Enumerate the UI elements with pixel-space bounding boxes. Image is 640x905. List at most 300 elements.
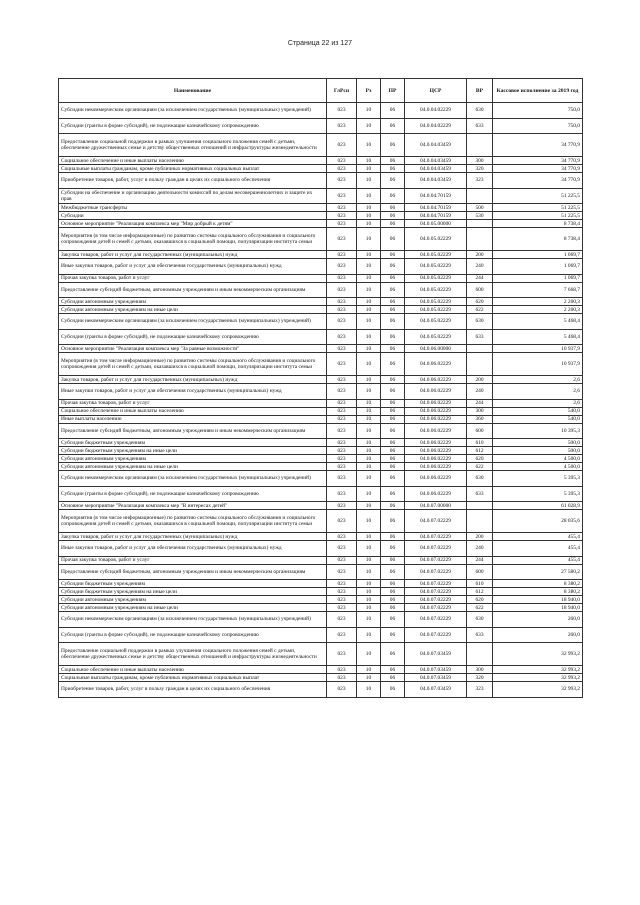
cell-grbs: 023: [327, 165, 357, 173]
cell-vr: 612: [467, 588, 493, 596]
cell-name: Субсидии (гранты в форме субсидий), не подлежащие казначейскому сопровождению: [59, 627, 327, 643]
cell-name: Предоставление субсидий бюджетным, автономным учреждениям и иным некоммерческим организациям: [59, 423, 327, 439]
cell-csr: 04.0.06.02229: [405, 471, 467, 487]
cell-rz: 10: [357, 486, 381, 502]
cell-sum: 1 069,7: [493, 274, 583, 282]
table-row: [59, 259, 583, 275]
cell-pr: 06: [381, 314, 405, 330]
cell-rz: 10: [357, 157, 381, 165]
table-row: [59, 204, 583, 212]
cell-grbs: 023: [327, 502, 357, 510]
cell-csr: 04.0.07.03459: [405, 666, 467, 674]
cell-sum: 51 225,5: [493, 212, 583, 220]
cell-sum: 32 993,2: [493, 666, 583, 674]
header-name: Наименование: [59, 79, 327, 103]
cell-vr: 600: [467, 423, 493, 439]
cell-name: Субсидии автономным учреждениям на иные цели: [59, 306, 327, 314]
cell-csr: 04.0.06.02229: [405, 463, 467, 471]
cell-csr: 04.0.06.00000: [405, 345, 467, 353]
cell-sum: 8 380,2: [493, 588, 583, 596]
cell-grbs: 023: [327, 259, 357, 275]
cell-sum: 750,0: [493, 103, 583, 119]
table-row: [59, 556, 583, 564]
cell-rz: 10: [357, 165, 381, 173]
cell-name: Социальное обеспечение и иные выплаты населению: [59, 157, 327, 165]
cell-name: Приобретение товаров, работ, услуг в пользу граждан в целях их социального обеспечения: [59, 682, 327, 698]
cell-rz: 10: [357, 423, 381, 439]
cell-name: Основное мероприятие "Реализация комплекса мер "В интересах детей": [59, 502, 327, 510]
cell-pr: 06: [381, 165, 405, 173]
cell-sum: 34 770,9: [493, 134, 583, 157]
table-row: [59, 588, 583, 596]
cell-name: Субсидии: [59, 212, 327, 220]
table-row: [59, 666, 583, 674]
cell-rz: 10: [357, 666, 381, 674]
header-grbs: ГлРсп: [327, 79, 357, 103]
cell-grbs: 023: [327, 612, 357, 628]
cell-rz: 10: [357, 376, 381, 384]
cell-name: Предоставление социальной поддержки в рамках улучшения социального положения семей с детьми, обеспечение дружественных семье и детству общественных отношений и инфраструктуры жизнедеятельности: [59, 643, 327, 666]
cell-sum: 2 200,3: [493, 306, 583, 314]
cell-grbs: 023: [327, 314, 357, 330]
cell-sum: 10 937,9: [493, 353, 583, 376]
cell-pr: 06: [381, 399, 405, 407]
budget-execution-table: [58, 78, 583, 698]
cell-vr: 200: [467, 251, 493, 259]
cell-pr: 06: [381, 604, 405, 612]
cell-rz: 10: [357, 580, 381, 588]
cell-name: Субсидии автономным учреждениям: [59, 596, 327, 604]
table-row: [59, 345, 583, 353]
cell-csr: 04.0.07.02229: [405, 612, 467, 628]
cell-grbs: 023: [327, 682, 357, 698]
cell-name: Социальные выплаты гражданам, кроме публичных нормативных социальных выплат: [59, 165, 327, 173]
cell-csr: 04.0.06.02229: [405, 423, 467, 439]
cell-rz: 10: [357, 447, 381, 455]
cell-name: Социальные выплаты гражданам, кроме публичных нормативных социальных выплат: [59, 674, 327, 682]
cell-pr: 06: [381, 376, 405, 384]
cell-pr: 06: [381, 423, 405, 439]
cell-vr: [467, 134, 493, 157]
cell-rz: 10: [357, 345, 381, 353]
cell-vr: 622: [467, 604, 493, 612]
cell-rz: 10: [357, 220, 381, 228]
cell-grbs: 023: [327, 345, 357, 353]
cell-name: Субсидии бюджетным учреждениям на иные цели: [59, 588, 327, 596]
cell-rz: 10: [357, 173, 381, 189]
cell-vr: 244: [467, 274, 493, 282]
cell-sum: 28 035,6: [493, 510, 583, 533]
table-row: [59, 188, 583, 204]
cell-rz: 10: [357, 314, 381, 330]
cell-sum: 32 993,2: [493, 674, 583, 682]
cell-rz: 10: [357, 471, 381, 487]
cell-rz: 10: [357, 564, 381, 580]
table-row: [59, 643, 583, 666]
cell-sum: 61 028,9: [493, 502, 583, 510]
cell-csr: 04.0.07.02229: [405, 580, 467, 588]
cell-pr: 06: [381, 384, 405, 400]
cell-vr: 620: [467, 298, 493, 306]
cell-grbs: 023: [327, 103, 357, 119]
cell-pr: 06: [381, 306, 405, 314]
cell-csr: 04.0.05.02229: [405, 298, 467, 306]
cell-pr: 06: [381, 204, 405, 212]
cell-csr: 04.0.05.02229: [405, 329, 467, 345]
cell-vr: 600: [467, 282, 493, 298]
cell-rz: 10: [357, 556, 381, 564]
cell-sum: 5 468,4: [493, 329, 583, 345]
cell-name: Прочая закупка товаров, работ и услуг: [59, 274, 327, 282]
cell-vr: [467, 345, 493, 353]
cell-rz: 10: [357, 643, 381, 666]
cell-grbs: 023: [327, 188, 357, 204]
cell-rz: 10: [357, 455, 381, 463]
cell-grbs: 023: [327, 298, 357, 306]
cell-name: Иные выплаты населению: [59, 415, 327, 423]
cell-rz: 10: [357, 627, 381, 643]
cell-sum: 18 940,0: [493, 596, 583, 604]
cell-grbs: 023: [327, 604, 357, 612]
cell-grbs: 023: [327, 588, 357, 596]
cell-name: Субсидии автономным учреждениям: [59, 455, 327, 463]
cell-pr: 06: [381, 251, 405, 259]
table-row: [59, 510, 583, 533]
cell-grbs: 023: [327, 220, 357, 228]
table-row: [59, 353, 583, 376]
cell-pr: 06: [381, 282, 405, 298]
cell-pr: 06: [381, 447, 405, 455]
cell-grbs: 023: [327, 306, 357, 314]
cell-rz: 10: [357, 596, 381, 604]
cell-sum: 2 200,3: [493, 298, 583, 306]
table-row: [59, 415, 583, 423]
cell-pr: 06: [381, 173, 405, 189]
cell-rz: 10: [357, 510, 381, 533]
cell-csr: 04.0.04.02229: [405, 103, 467, 119]
cell-grbs: 023: [327, 447, 357, 455]
cell-name: Субсидии некоммерческим организациям (за исключением государственных (муниципальных) учреждений): [59, 314, 327, 330]
cell-pr: 06: [381, 455, 405, 463]
cell-csr: 04.0.04.70159: [405, 212, 467, 220]
cell-csr: 04.0.05.02229: [405, 274, 467, 282]
table-row: [59, 596, 583, 604]
cell-grbs: 023: [327, 439, 357, 447]
cell-pr: 06: [381, 212, 405, 220]
cell-name: Субсидии автономным учреждениям на иные цели: [59, 604, 327, 612]
cell-csr: 04.0.07.02229: [405, 510, 467, 533]
header-vr: ВР: [467, 79, 493, 103]
cell-csr: 04.0.07.02229: [405, 588, 467, 596]
cell-name: Межбюджетные трансферты: [59, 204, 327, 212]
table-row: [59, 604, 583, 612]
cell-vr: 630: [467, 314, 493, 330]
cell-csr: 04.0.05.00000: [405, 220, 467, 228]
cell-pr: 06: [381, 259, 405, 275]
table-header-row: [59, 79, 583, 103]
cell-grbs: 023: [327, 353, 357, 376]
cell-name: Основное мероприятие "Реализация комплекса мер "Мир добрый к детям": [59, 220, 327, 228]
cell-grbs: 023: [327, 212, 357, 220]
cell-rz: 10: [357, 463, 381, 471]
cell-csr: 04.0.06.02229: [405, 447, 467, 455]
cell-sum: 500,0: [493, 447, 583, 455]
cell-csr: 04.0.07.02229: [405, 533, 467, 541]
cell-vr: 240: [467, 384, 493, 400]
cell-rz: 10: [357, 415, 381, 423]
cell-pr: 06: [381, 157, 405, 165]
cell-csr: 04.0.07.02229: [405, 556, 467, 564]
cell-sum: 10 937,9: [493, 345, 583, 353]
cell-csr: 04.0.05.02229: [405, 259, 467, 275]
cell-name: Субсидии бюджетным учреждениям: [59, 580, 327, 588]
cell-pr: 06: [381, 188, 405, 204]
cell-pr: 06: [381, 541, 405, 557]
cell-csr: 04.0.04.70159: [405, 188, 467, 204]
cell-rz: 10: [357, 329, 381, 345]
cell-grbs: 023: [327, 282, 357, 298]
cell-vr: 612: [467, 447, 493, 455]
table-row: [59, 212, 583, 220]
cell-name: Предоставление социальной поддержки в рамках улучшения социального положения семей с детьми, обеспечение дружественных семье и детству общественных отношений и инфраструктуры жизнедеятельности: [59, 134, 327, 157]
cell-rz: 10: [357, 384, 381, 400]
cell-grbs: 023: [327, 674, 357, 682]
cell-sum: 1 069,7: [493, 251, 583, 259]
cell-grbs: 023: [327, 564, 357, 580]
cell-grbs: 023: [327, 228, 357, 251]
cell-csr: 04.0.06.02229: [405, 407, 467, 415]
cell-vr: 600: [467, 564, 493, 580]
cell-vr: 633: [467, 329, 493, 345]
cell-name: Предоставление субсидий бюджетным, автономным учреждениям и иным некоммерческим организациям: [59, 564, 327, 580]
cell-sum: 1 069,7: [493, 259, 583, 275]
cell-csr: 04.0.06.02229: [405, 353, 467, 376]
cell-csr: 04.0.05.02229: [405, 228, 467, 251]
cell-pr: 06: [381, 118, 405, 134]
page-number-header: Страница 22 из 127: [287, 40, 353, 47]
cell-pr: 06: [381, 588, 405, 596]
cell-vr: [467, 220, 493, 228]
cell-pr: 06: [381, 274, 405, 282]
cell-sum: 34 770,9: [493, 173, 583, 189]
table-row: [59, 165, 583, 173]
cell-vr: 300: [467, 157, 493, 165]
cell-rz: 10: [357, 103, 381, 119]
cell-sum: 8 738,4: [493, 220, 583, 228]
cell-csr: 04.0.04.03459: [405, 173, 467, 189]
cell-pr: 06: [381, 556, 405, 564]
table-row: [59, 447, 583, 455]
cell-rz: 10: [357, 118, 381, 134]
cell-sum: 540,0: [493, 415, 583, 423]
cell-grbs: 023: [327, 463, 357, 471]
cell-pr: 06: [381, 353, 405, 376]
cell-rz: 10: [357, 353, 381, 376]
cell-sum: 2,6: [493, 399, 583, 407]
cell-vr: [467, 643, 493, 666]
cell-name: Субсидии некоммерческим организациям (за исключением государственных (муниципальных) учреждений): [59, 471, 327, 487]
cell-rz: 10: [357, 212, 381, 220]
cell-vr: [467, 228, 493, 251]
cell-name: Предоставление субсидий бюджетным, автономным учреждениям и иным некоммерческим организациям: [59, 282, 327, 298]
cell-sum: 260,0: [493, 627, 583, 643]
cell-sum: 7 668,7: [493, 282, 583, 298]
cell-grbs: 023: [327, 627, 357, 643]
cell-sum: 18 940,0: [493, 604, 583, 612]
cell-grbs: 023: [327, 580, 357, 588]
cell-sum: 34 770,9: [493, 165, 583, 173]
cell-grbs: 023: [327, 455, 357, 463]
cell-pr: 06: [381, 298, 405, 306]
cell-vr: 323: [467, 173, 493, 189]
cell-vr: 633: [467, 627, 493, 643]
cell-rz: 10: [357, 588, 381, 596]
cell-sum: 2,6: [493, 376, 583, 384]
cell-csr: 04.0.05.02229: [405, 251, 467, 259]
cell-vr: 633: [467, 118, 493, 134]
table-row: [59, 103, 583, 119]
cell-vr: 630: [467, 471, 493, 487]
cell-vr: 300: [467, 407, 493, 415]
cell-vr: [467, 510, 493, 533]
cell-pr: 06: [381, 134, 405, 157]
cell-name: Иные закупки товаров, работ и услуг для обеспечения государственных (муниципальных) нужд: [59, 259, 327, 275]
cell-pr: 06: [381, 666, 405, 674]
table-row: [59, 384, 583, 400]
cell-grbs: 023: [327, 157, 357, 165]
cell-pr: 06: [381, 471, 405, 487]
cell-pr: 06: [381, 580, 405, 588]
cell-name: Субсидии некоммерческим организациям (за исключением государственных (муниципальных) учреждений): [59, 612, 327, 628]
cell-name: Субсидии бюджетным учреждениям на иные цели: [59, 447, 327, 455]
cell-vr: 633: [467, 486, 493, 502]
table-row: [59, 314, 583, 330]
table-row: [59, 627, 583, 643]
cell-name: Социальное обеспечение и иные выплаты населению: [59, 666, 327, 674]
cell-vr: 320: [467, 165, 493, 173]
cell-grbs: 023: [327, 376, 357, 384]
cell-rz: 10: [357, 259, 381, 275]
table-row: [59, 439, 583, 447]
cell-vr: 630: [467, 103, 493, 119]
cell-csr: 04.0.07.03459: [405, 674, 467, 682]
cell-name: Субсидии бюджетным учреждениям: [59, 439, 327, 447]
table-row: [59, 228, 583, 251]
cell-vr: 200: [467, 533, 493, 541]
cell-pr: 06: [381, 463, 405, 471]
cell-rz: 10: [357, 439, 381, 447]
cell-grbs: 023: [327, 399, 357, 407]
cell-sum: 540,0: [493, 407, 583, 415]
cell-name: Прочая закупка товаров, работ и услуг: [59, 399, 327, 407]
cell-name: Основное мероприятие "Реализация комплекса мер "За равные возможности": [59, 345, 327, 353]
cell-name: Закупка товаров, работ и услуг для государственных (муниципальных) нужд: [59, 251, 327, 259]
cell-name: Мероприятия (в том числе информационные) по развитию системы социального обслуживания и социального сопровождения детей и семей с детьми, оказавшихся в социальной помощи, популяризации института семьи: [59, 228, 327, 251]
cell-grbs: 023: [327, 556, 357, 564]
cell-rz: 10: [357, 533, 381, 541]
cell-rz: 10: [357, 541, 381, 557]
cell-name: Закупка товаров, работ и услуг для государственных (муниципальных) нужд: [59, 376, 327, 384]
cell-rz: 10: [357, 502, 381, 510]
cell-pr: 06: [381, 643, 405, 666]
table-row: [59, 564, 583, 580]
cell-csr: 04.0.06.02229: [405, 399, 467, 407]
header-csr: ЦСР: [405, 79, 467, 103]
cell-csr: 04.0.05.02229: [405, 306, 467, 314]
cell-name: Субсидии автономным учреждениям: [59, 298, 327, 306]
cell-pr: 06: [381, 596, 405, 604]
cell-grbs: 023: [327, 423, 357, 439]
table-row: [59, 306, 583, 314]
cell-csr: 04.0.04.02229: [405, 118, 467, 134]
cell-vr: 244: [467, 556, 493, 564]
cell-sum: 2,6: [493, 384, 583, 400]
cell-sum: 455,4: [493, 533, 583, 541]
cell-vr: 530: [467, 212, 493, 220]
table-row: [59, 502, 583, 510]
cell-pr: 06: [381, 439, 405, 447]
cell-csr: 04.0.06.02229: [405, 439, 467, 447]
cell-name: Закупка товаров, работ и услуг для государственных (муниципальных) нужд: [59, 533, 327, 541]
cell-csr: 04.0.04.03459: [405, 134, 467, 157]
cell-sum: 500,0: [493, 439, 583, 447]
cell-csr: 04.0.04.70159: [405, 204, 467, 212]
cell-pr: 06: [381, 502, 405, 510]
cell-vr: 622: [467, 463, 493, 471]
header-sum: Кассовое исполнение за 2019 год: [493, 79, 583, 103]
cell-csr: 04.0.07.00000: [405, 502, 467, 510]
cell-pr: 06: [381, 103, 405, 119]
cell-vr: 622: [467, 306, 493, 314]
cell-csr: 04.0.07.02229: [405, 604, 467, 612]
table-row: [59, 274, 583, 282]
cell-grbs: 023: [327, 486, 357, 502]
cell-vr: 320: [467, 674, 493, 682]
cell-pr: 06: [381, 612, 405, 628]
cell-rz: 10: [357, 204, 381, 212]
table-row: [59, 533, 583, 541]
table-row: [59, 376, 583, 384]
cell-sum: 455,4: [493, 556, 583, 564]
cell-rz: 10: [357, 407, 381, 415]
cell-sum: 8 738,4: [493, 228, 583, 251]
cell-csr: 04.0.04.03459: [405, 165, 467, 173]
table-row: [59, 407, 583, 415]
cell-rz: 10: [357, 134, 381, 157]
cell-sum: 27 580,2: [493, 564, 583, 580]
table-row: [59, 298, 583, 306]
cell-grbs: 023: [327, 415, 357, 423]
cell-rz: 10: [357, 228, 381, 251]
cell-name: Социальное обеспечение и иные выплаты населению: [59, 407, 327, 415]
cell-vr: [467, 502, 493, 510]
cell-csr: 04.0.06.02229: [405, 384, 467, 400]
cell-rz: 10: [357, 604, 381, 612]
table-row: [59, 455, 583, 463]
table-row: [59, 251, 583, 259]
cell-pr: 06: [381, 407, 405, 415]
cell-sum: 4 500,0: [493, 463, 583, 471]
cell-csr: 04.0.06.02229: [405, 455, 467, 463]
table-row: [59, 471, 583, 487]
cell-grbs: 023: [327, 384, 357, 400]
cell-sum: 5 395,3: [493, 486, 583, 502]
cell-sum: 51 225,5: [493, 188, 583, 204]
cell-vr: 300: [467, 666, 493, 674]
cell-csr: 04.0.06.02229: [405, 415, 467, 423]
cell-rz: 10: [357, 282, 381, 298]
cell-name: Субсидии (гранты в форме субсидий), не подлежащие казначейскому сопровождению: [59, 118, 327, 134]
